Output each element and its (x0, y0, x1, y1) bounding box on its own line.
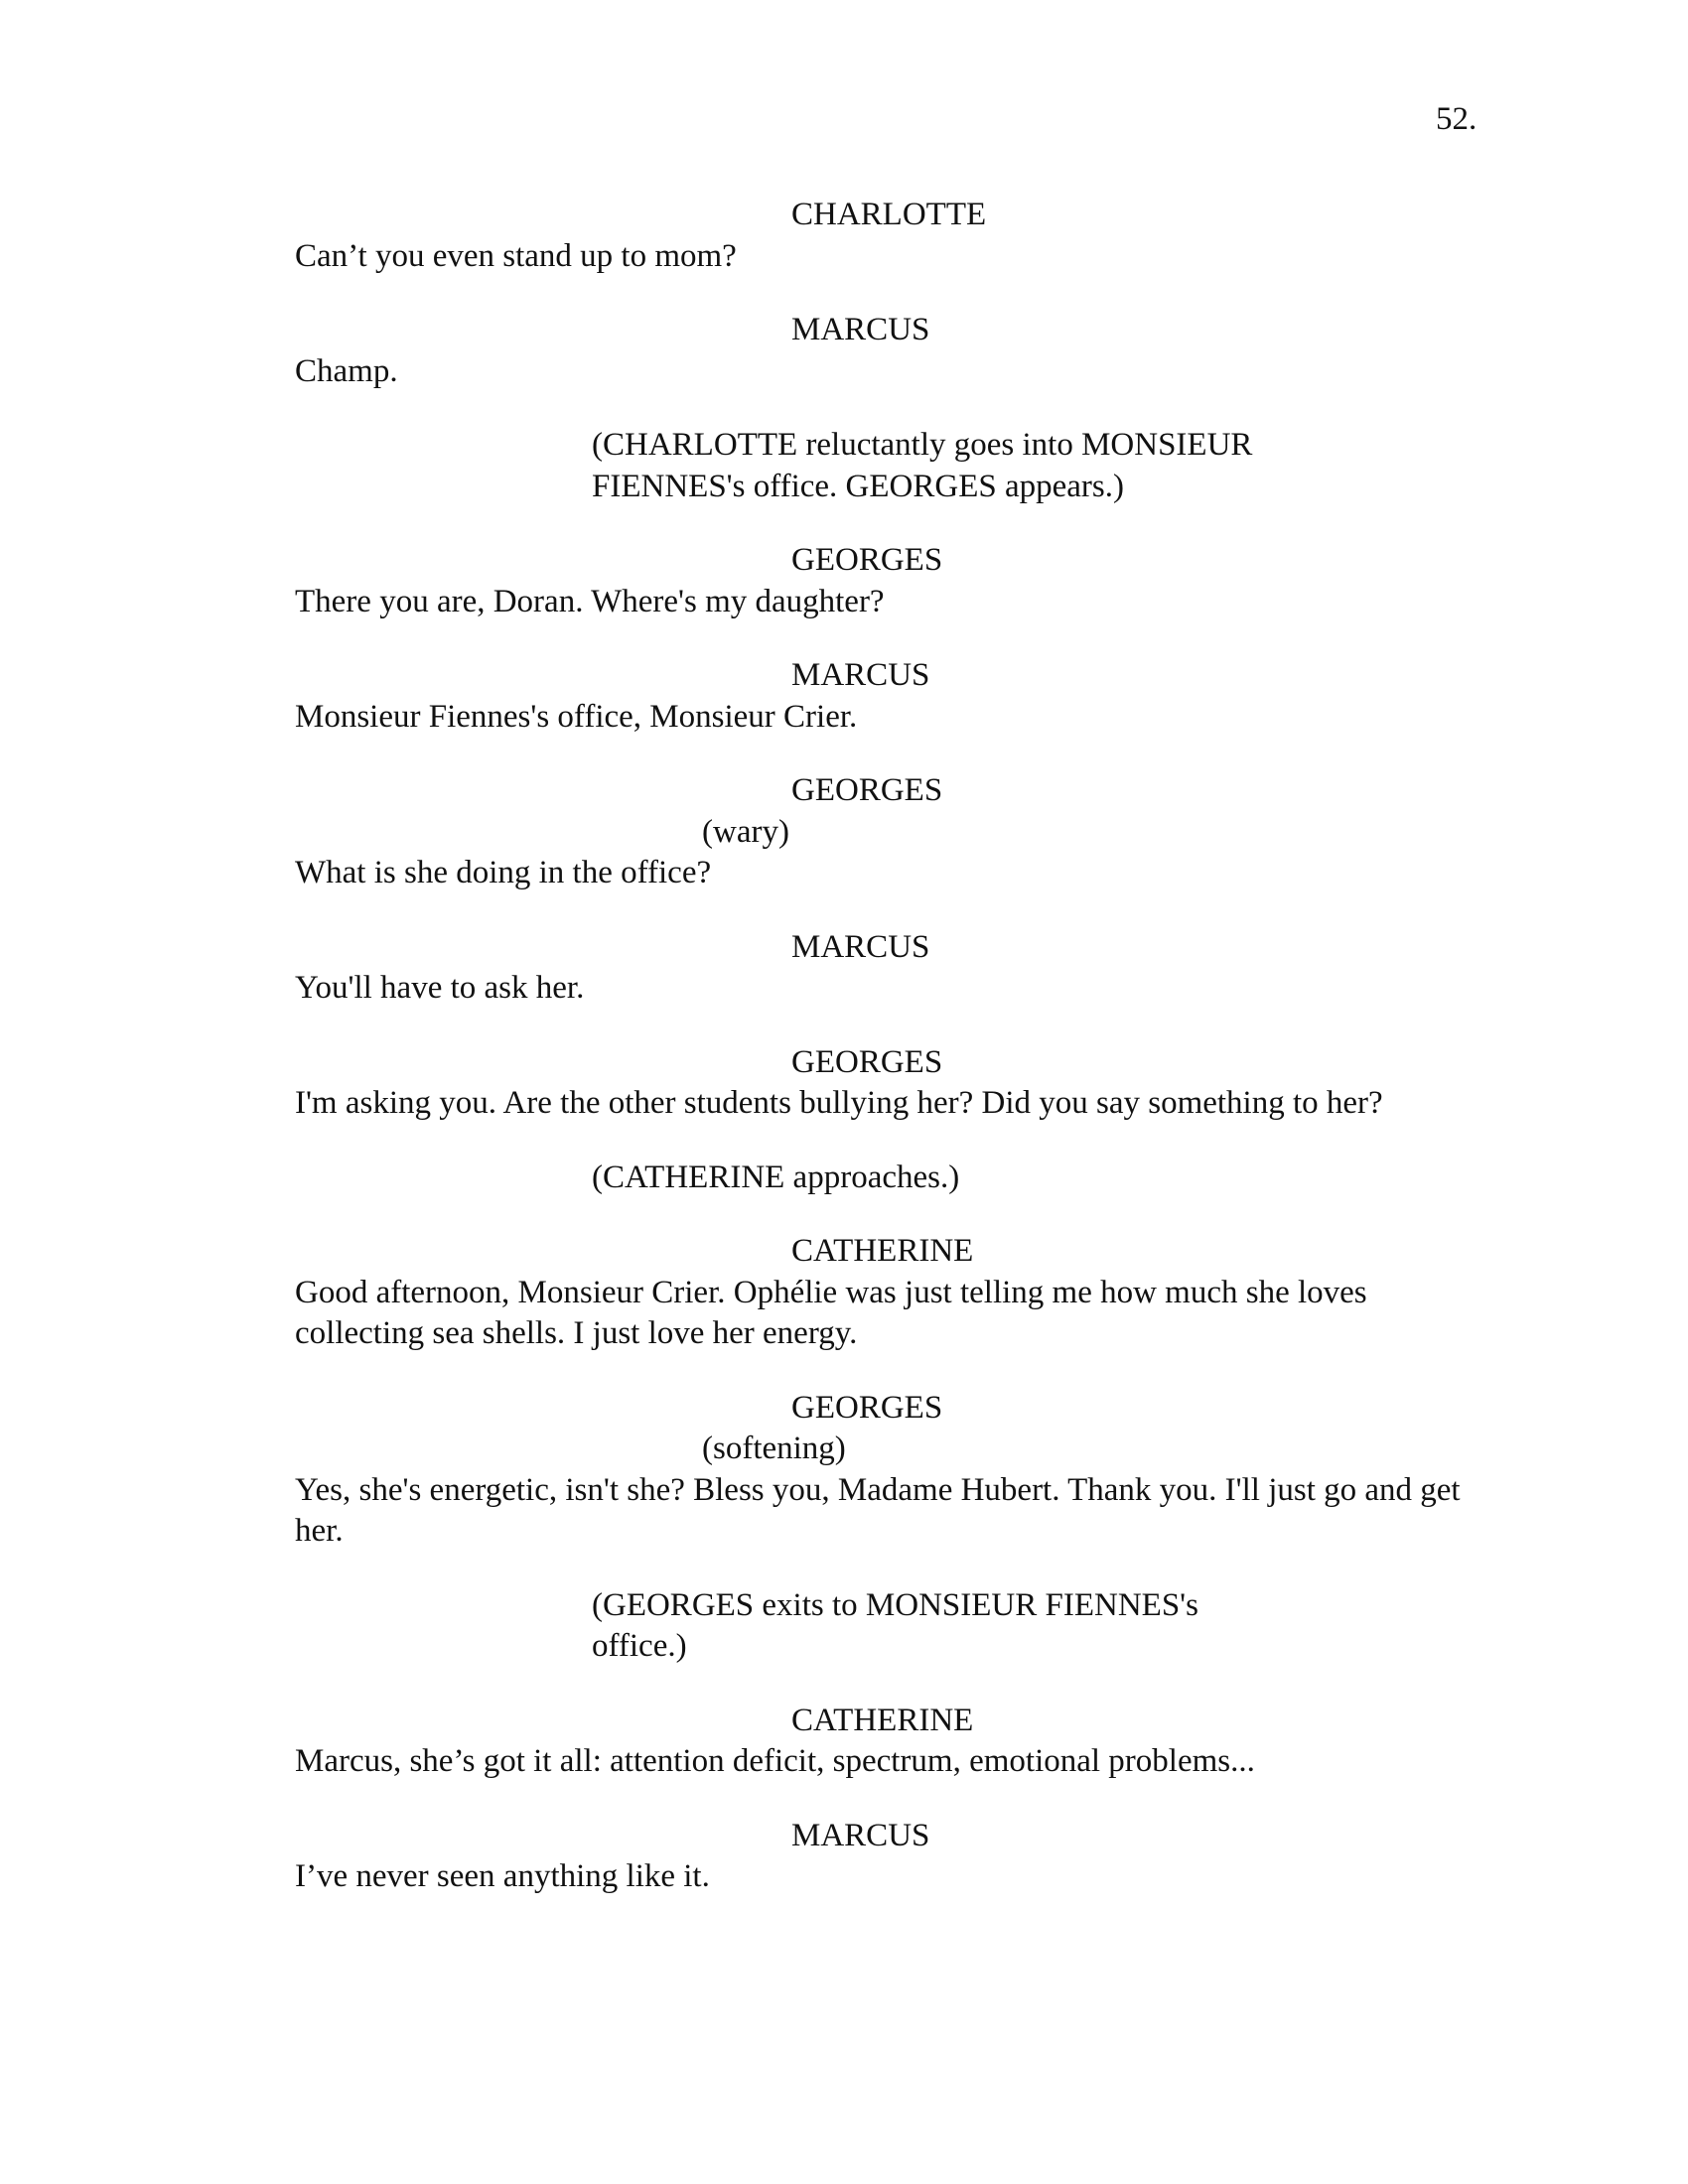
script-body (295, 195, 1486, 1898)
dialogue-line: Monsieur Fiennes's office, Monsieur Crier. (295, 698, 858, 735)
dialogue-line: Yes, she's energetic, isn't she? Bless you, Madame Hubert. Thank you. I'll just go and get her. (295, 1471, 1461, 1549)
character-name: GEORGES (791, 1389, 943, 1426)
character-name: CATHERINE (791, 1702, 974, 1738)
character-name: CHARLOTTE (791, 197, 987, 232)
dialogue-line: I’ve never seen anything like it. (295, 1858, 710, 1894)
character-name: GEORGES (791, 772, 943, 808)
character-name: MARCUS (791, 312, 930, 347)
dialogue-line: Good afternoon, Monsieur Crier. Ophélie was just telling me how much she loves collecting sea shells. I just love her energy. (295, 1274, 1367, 1351)
dialogue-line: What is she doing in the office? (295, 855, 712, 890)
page-number: 52. (1436, 101, 1477, 137)
character-name: MARCUS (791, 657, 930, 693)
character-name: CATHERINE (791, 1233, 974, 1269)
dialogue-line: Can’t you even stand up to mom? (295, 237, 737, 274)
character-name: MARCUS (791, 928, 930, 965)
character-name: GEORGES (791, 1043, 943, 1080)
stage-direction: (CATHERINE approaches.) (592, 1159, 960, 1195)
parenthetical: (softening) (702, 1431, 846, 1466)
dialogue-line: I'm asking you. Are the other students bullying her? Did you say something to her? (295, 1085, 1383, 1121)
stage-direction: (CHARLOTTE reluctantly goes into MONSIEUR FIENNES's office. GEORGES appears.) (592, 427, 1253, 504)
parenthetical: (wary) (702, 813, 789, 850)
dialogue-line: There you are, Doran. Where's my daughter? (295, 583, 885, 619)
character-name: GEORGES (791, 542, 943, 578)
stage-direction: (GEORGES exits to MONSIEUR FIENNES's office.) (592, 1586, 1198, 1664)
dialogue-line: Marcus, she’s got it all: attention deficit, spectrum, emotional problems... (295, 1743, 1255, 1779)
dialogue-line: Champ. (295, 352, 398, 389)
character-name: MARCUS (791, 1817, 930, 1853)
dialogue-line: You'll have to ask her. (295, 970, 585, 1006)
